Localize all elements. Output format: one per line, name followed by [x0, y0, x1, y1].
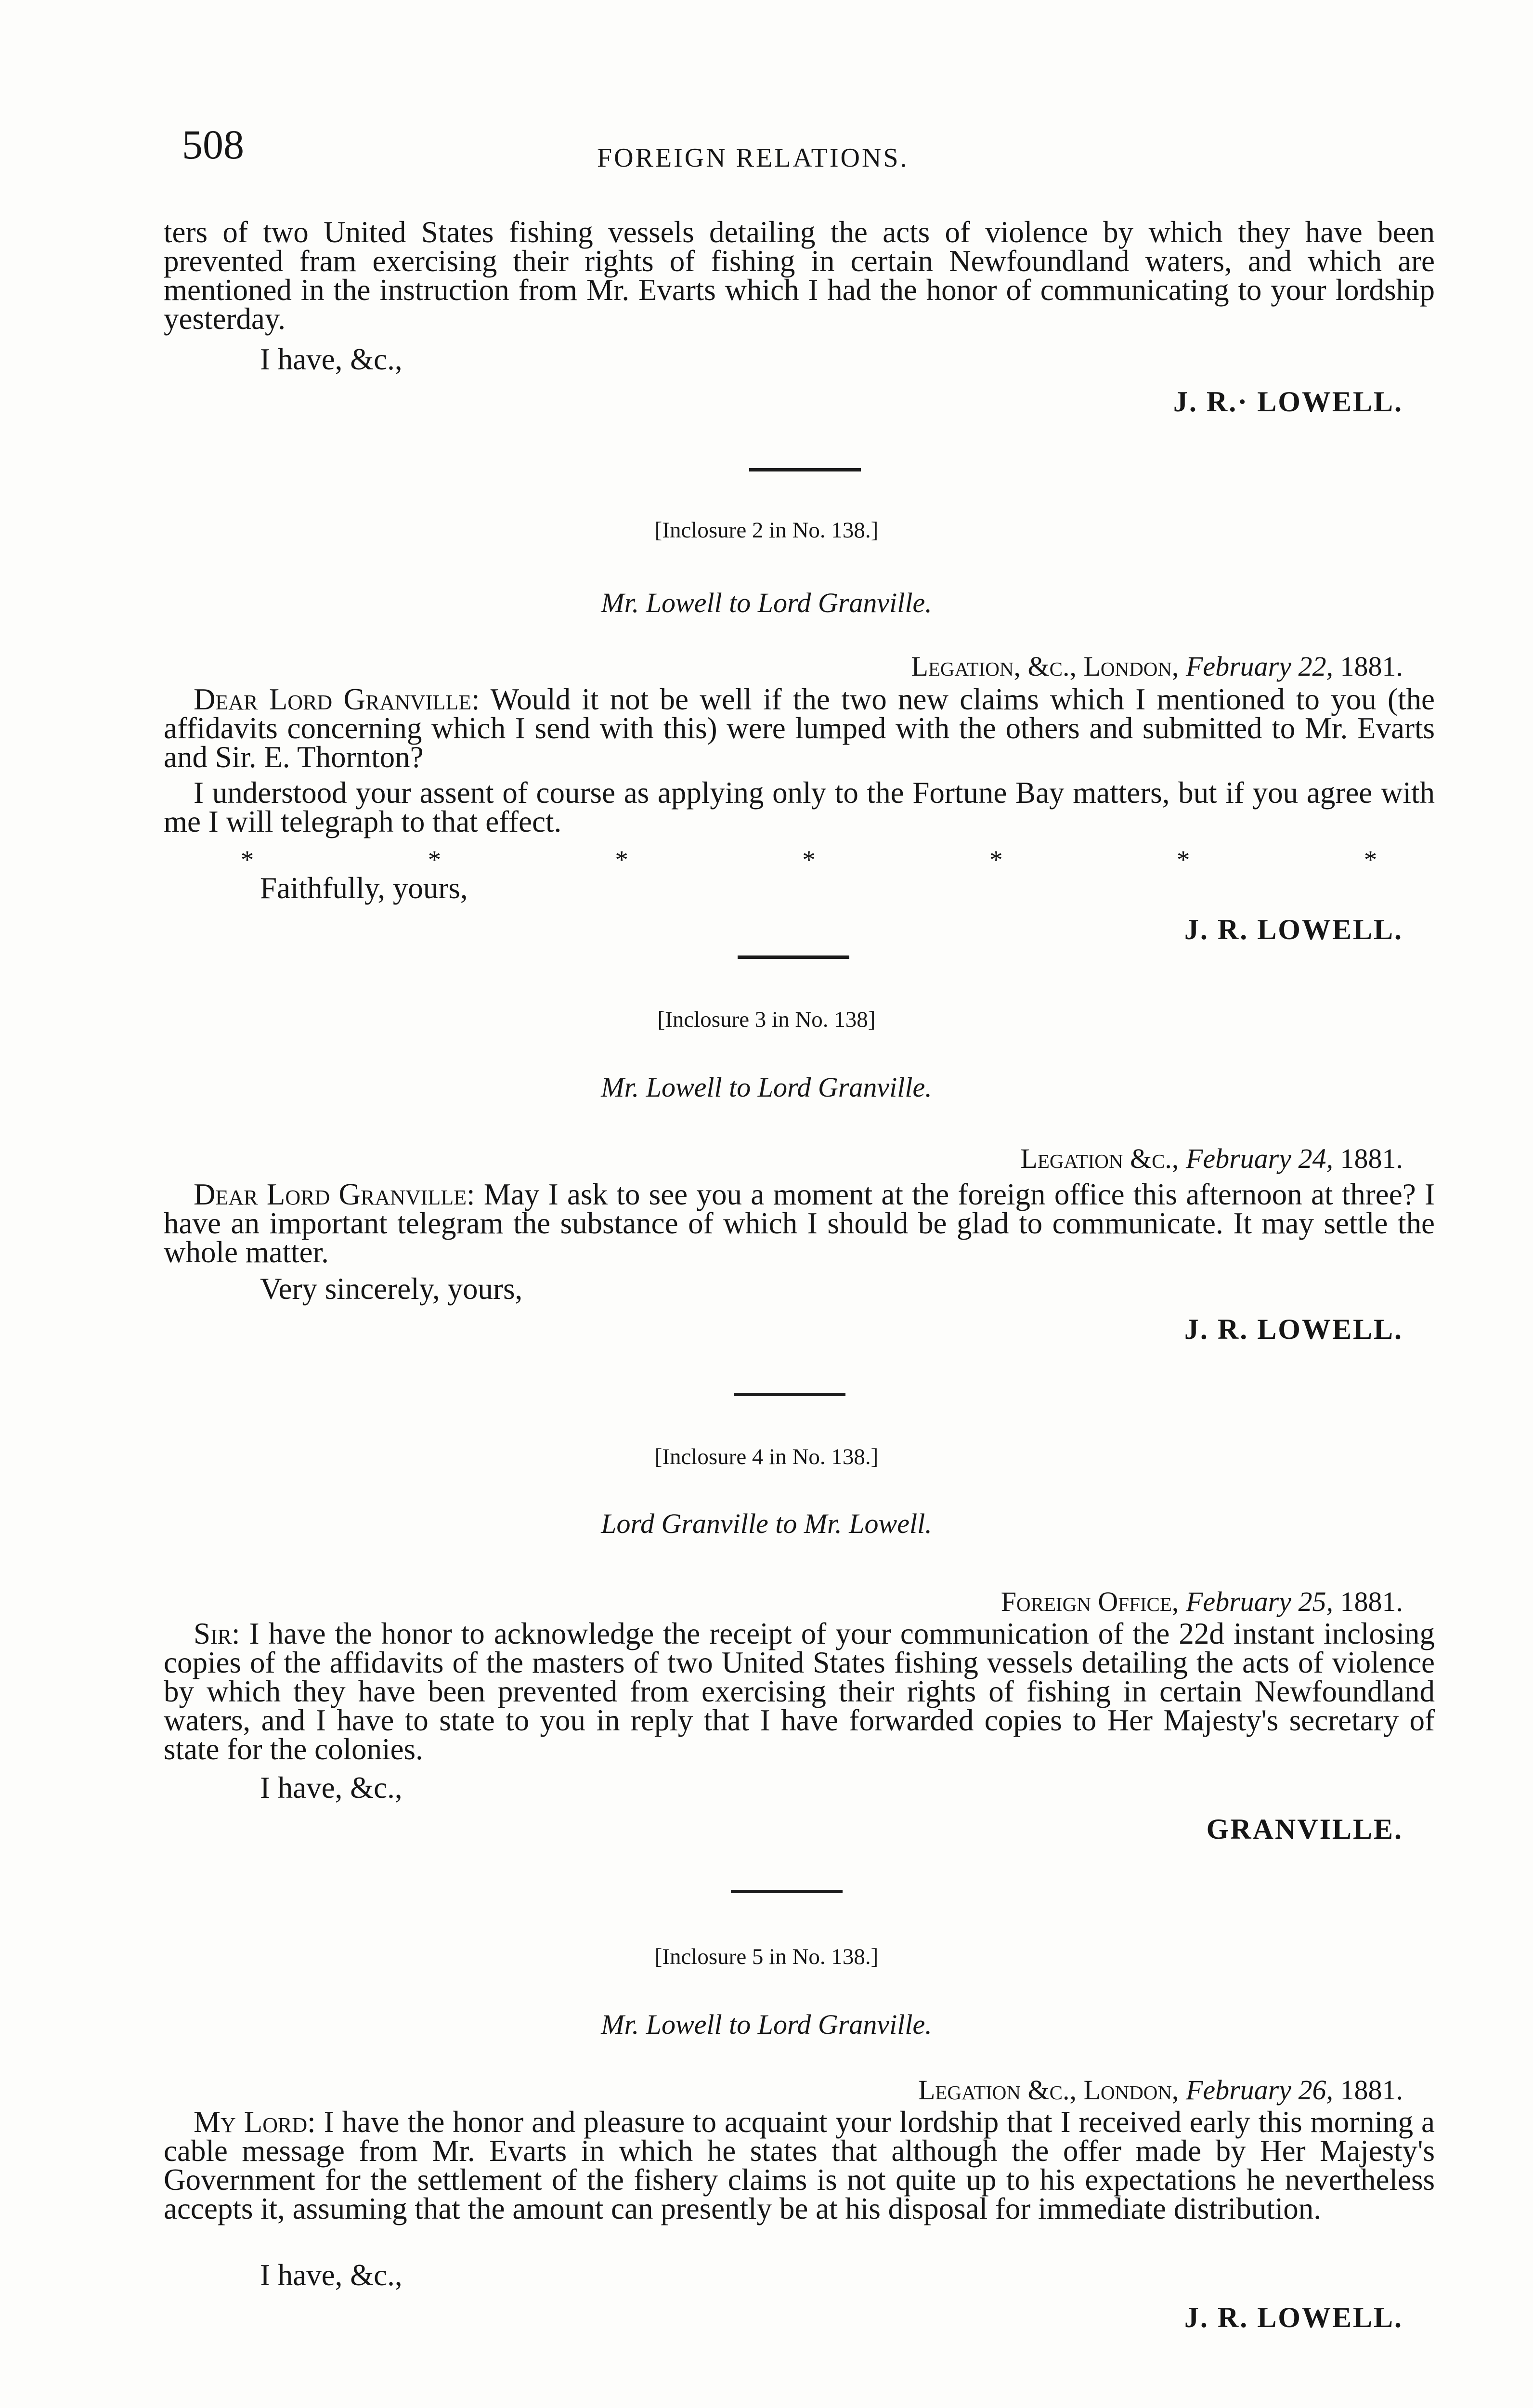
- inclosure4-signature: GRANVILLE.: [1206, 1813, 1403, 1845]
- dateline-date: February 22,: [1185, 651, 1333, 682]
- salutation: Dear Lord Granville:: [194, 1178, 475, 1211]
- top-closing: I have, &c.,: [260, 342, 403, 376]
- dateline-place: Legation &c., London,: [918, 2074, 1179, 2106]
- inclosure2-paragraph2: I understood your assent of course as applying only to the Fortune Bay matters, but if you agree with me I will telegraph to that effect.: [164, 776, 1435, 838]
- star: *: [989, 845, 1003, 874]
- inclosure5-dateline: [918, 2074, 1403, 2106]
- inclosure2-signature: J. R. LOWELL.: [1184, 914, 1403, 945]
- star: *: [241, 845, 254, 874]
- dateline-year: 1881.: [1340, 651, 1403, 682]
- inclosure2-closing: Faithfully, yours,: [260, 871, 468, 905]
- inclosure3-signature: J. R. LOWELL.: [1184, 1313, 1403, 1345]
- section-rule: [738, 955, 849, 959]
- star: *: [615, 845, 628, 874]
- inclosure4-dateline: [1001, 1585, 1403, 1618]
- inclosure5-correspondents: Mr. Lowell to Lord Granville.: [601, 2009, 932, 2040]
- dateline-year: 1881.: [1340, 1586, 1403, 1617]
- dateline-date: February 25,: [1185, 1586, 1333, 1617]
- paragraph-text: Would it not be well if the two new claims which I mentioned to you (the affidavits concerning which I send with this) were lumped with the others and submitted to Mr. Evarts and Sir. E. Thornton?: [164, 682, 1435, 774]
- section-rule: [731, 1890, 843, 1893]
- inclosure5-closing: I have, &c.,: [260, 2258, 403, 2292]
- paragraph-text: I have the honor and pleasure to acquaint your lordship that I received early this morning a cable message from Mr. Evarts in which he states that although the offer made by Her Majesty's Government for the settlement of the fishery claims is not quite up to his expectations he nevertheless accepts it, assuming that the amount can presently be at his disposal for immediate distribution.: [164, 2105, 1435, 2225]
- top-paragraph: ters of two United States fishing vessels detailing the acts of violence by which they have been prevented fram exercising their rights of fishing in certain Newfoundland waters, and which are mentioned in the instruction from Mr. Evarts which I had the honor of communicating to your lordship yesterday.: [164, 215, 1435, 336]
- salutation: Dear Lord Granville:: [194, 682, 480, 716]
- star: *: [1364, 845, 1377, 874]
- dateline-date: February 26,: [1185, 2074, 1333, 2106]
- inclosure2-dateline: [911, 650, 1403, 682]
- inclosure3-paragraph: [164, 1180, 1435, 1267]
- inclosure2-correspondents: Mr. Lowell to Lord Granville.: [601, 587, 932, 618]
- page-number: 508: [182, 121, 244, 168]
- inclosure4-paragraph: [164, 1619, 1435, 1764]
- dateline-place: Foreign Office,: [1000, 1586, 1179, 1617]
- inclosure3-dateline: [1020, 1142, 1403, 1175]
- star: *: [1177, 845, 1190, 874]
- dateline-date: February 24,: [1185, 1143, 1333, 1174]
- inclosure2-paragraph1: [164, 682, 1435, 774]
- inclosure3-correspondents: Mr. Lowell to Lord Granville.: [601, 1072, 932, 1103]
- running-head: FOREIGN RELATIONS.: [597, 143, 909, 173]
- inclosure3-label: [Inclosure 3 in No. 138]: [657, 1007, 876, 1032]
- inclosure5-paragraph: [164, 2107, 1435, 2223]
- dateline-year: 1881.: [1340, 1143, 1403, 1174]
- paragraph-text: I have the honor to acknowledge the receipt of your communication of the 22d instant inclosing copies of the affidavits of the masters of two United States fishing vessels detailing the acts of violence by which they have been prevented from exercising their rights of fishing in certain Newfoundland waters, and I have to state to you in reply that I have forwarded copies to Her Majesty's secretary of state for the colonies.: [164, 1617, 1435, 1766]
- inclosure3-closing: Very sincerely, yours,: [260, 1272, 523, 1306]
- inclosure4-correspondents: Lord Granville to Mr. Lowell.: [601, 1508, 932, 1539]
- salutation: My Lord:: [194, 2105, 316, 2139]
- section-rule: [734, 1393, 845, 1396]
- inclosure2-label: [Inclosure 2 in No. 138.]: [654, 518, 879, 543]
- star: *: [802, 845, 816, 874]
- dateline-place: Legation, &c., London,: [911, 651, 1179, 682]
- dateline-place: Legation &c.,: [1020, 1143, 1179, 1174]
- star: *: [428, 845, 441, 874]
- inclosure5-label: [Inclosure 5 in No. 138.]: [654, 1944, 879, 1969]
- dateline-year: 1881.: [1340, 2074, 1403, 2106]
- ellipsis-stars: [241, 845, 1377, 875]
- inclosure4-closing: I have, &c.,: [260, 1771, 403, 1805]
- section-rule: [749, 468, 861, 471]
- inclosure5-signature: J. R. LOWELL.: [1184, 2302, 1403, 2333]
- salutation: Sir:: [194, 1617, 240, 1650]
- paragraph-text: May I ask to see you a moment at the foreign office this afternoon at three? I have an important telegram the substance of which I should be glad to communicate. It may settle the whole matter.: [164, 1178, 1435, 1269]
- inclosure4-label: [Inclosure 4 in No. 138.]: [654, 1444, 879, 1469]
- top-signature: J. R.· LOWELL.: [1173, 386, 1403, 418]
